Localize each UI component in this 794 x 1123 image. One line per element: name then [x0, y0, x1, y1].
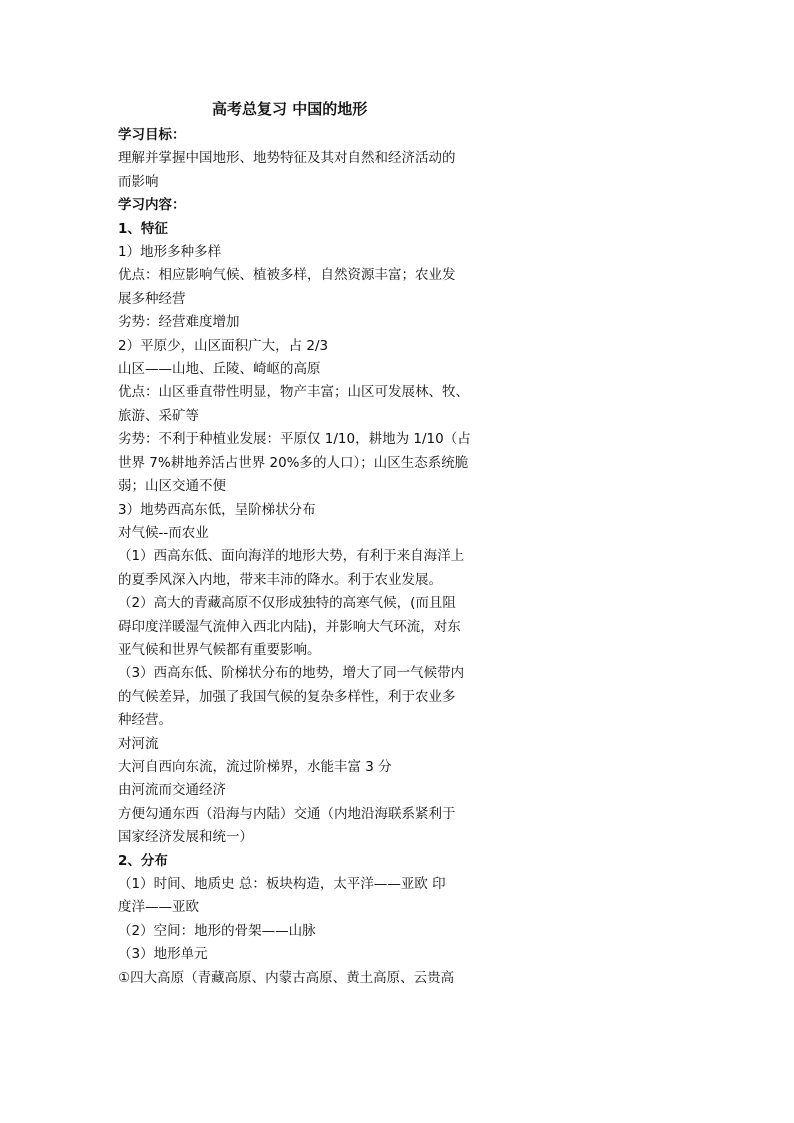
- text-line: ①四大高原（青藏高原、内蒙古高原、黄土高原、云贵高: [118, 969, 455, 986]
- text-line: 而影响: [118, 173, 159, 190]
- text-line: 弱；山区交通不便: [118, 478, 226, 495]
- text-line: （3）地形单元: [118, 946, 208, 963]
- text-line: 的夏季风深入内地，带来丰沛的降水。利于农业发展。: [118, 571, 442, 588]
- text-line: 度洋——亚欧: [118, 899, 199, 916]
- text-line: （3）西高东低、阶梯状分布的地势，增大了同一气候带内: [118, 665, 465, 682]
- text-line: （1）时间、地质史 总：板块构造，太平洋——亚欧 印: [118, 876, 446, 892]
- text-line: 方便勾通东西（沿海与内陆）交通（内地沿海联系紧利于: [118, 805, 456, 822]
- text-line: 劣势：经营难度增加: [118, 314, 240, 331]
- text-line: 对河流: [118, 735, 159, 752]
- text-line: 展多种经营: [118, 290, 186, 307]
- text-line: （2）高大的青藏高原不仅形成独特的高寒气候，(而且阻: [118, 595, 456, 612]
- text-line: 对气候--而农业: [118, 524, 209, 541]
- text-line: 2）平原少，山区面积广大，占 2/3: [118, 337, 329, 354]
- section-heading: 学习内容：: [118, 197, 186, 214]
- document-title: 高考总复习 中国的地形: [212, 100, 368, 118]
- text-line: 的气候差异，加强了我国气候的复杂多样性，利于农业多: [118, 688, 456, 705]
- text-line: 劣势：不利于种植业发展：平原仅 1/10，耕地为 1/10（占: [118, 431, 471, 448]
- text-line: 种经营。: [118, 712, 172, 729]
- text-line: 碍印度洋暖湿气流伸入西北内陆)，并影响大气环流，对东: [118, 618, 461, 635]
- section-heading: 1、特征: [118, 220, 168, 237]
- text-line: 由河流而交通经济: [118, 782, 226, 799]
- section-heading: 学习目标：: [118, 127, 186, 143]
- text-line: 山区——山地、丘陵、崎岖的高原: [118, 361, 321, 378]
- text-line: 旅游、采矿等: [118, 407, 199, 424]
- text-line: 优点：山区垂直带性明显，物产丰富；山区可发展林、牧、: [118, 384, 469, 401]
- text-line: 优点：相应影响气候、植被多样，自然资源丰富；农业发: [118, 267, 456, 284]
- text-line: 3）地势西高东低，呈阶梯状分布: [118, 501, 316, 518]
- document-body: [118, 124, 480, 990]
- text-line: 亚气候和世界气候都有重要影响。: [118, 641, 321, 658]
- text-line: （1）西高东低、面向海洋的地形大势，有利于来自海洋上: [118, 548, 465, 565]
- text-line: 世界 7%耕地养活占世界 20%多的人口）；山区生态系统脆: [118, 454, 469, 471]
- text-line: 大河自西向东流，流过阶梯界，水能丰富 3 分: [118, 758, 392, 775]
- text-line: 理解并掌握中国地形、地势特征及其对自然和经济活动的: [118, 150, 456, 167]
- text-line: 1）地形多种多样: [118, 244, 222, 261]
- text-line: （2）空间：地形的骨架——山脉: [118, 922, 316, 939]
- text-line: 国家经济发展和统一）: [118, 829, 253, 846]
- section-heading: 2、分布: [118, 852, 168, 869]
